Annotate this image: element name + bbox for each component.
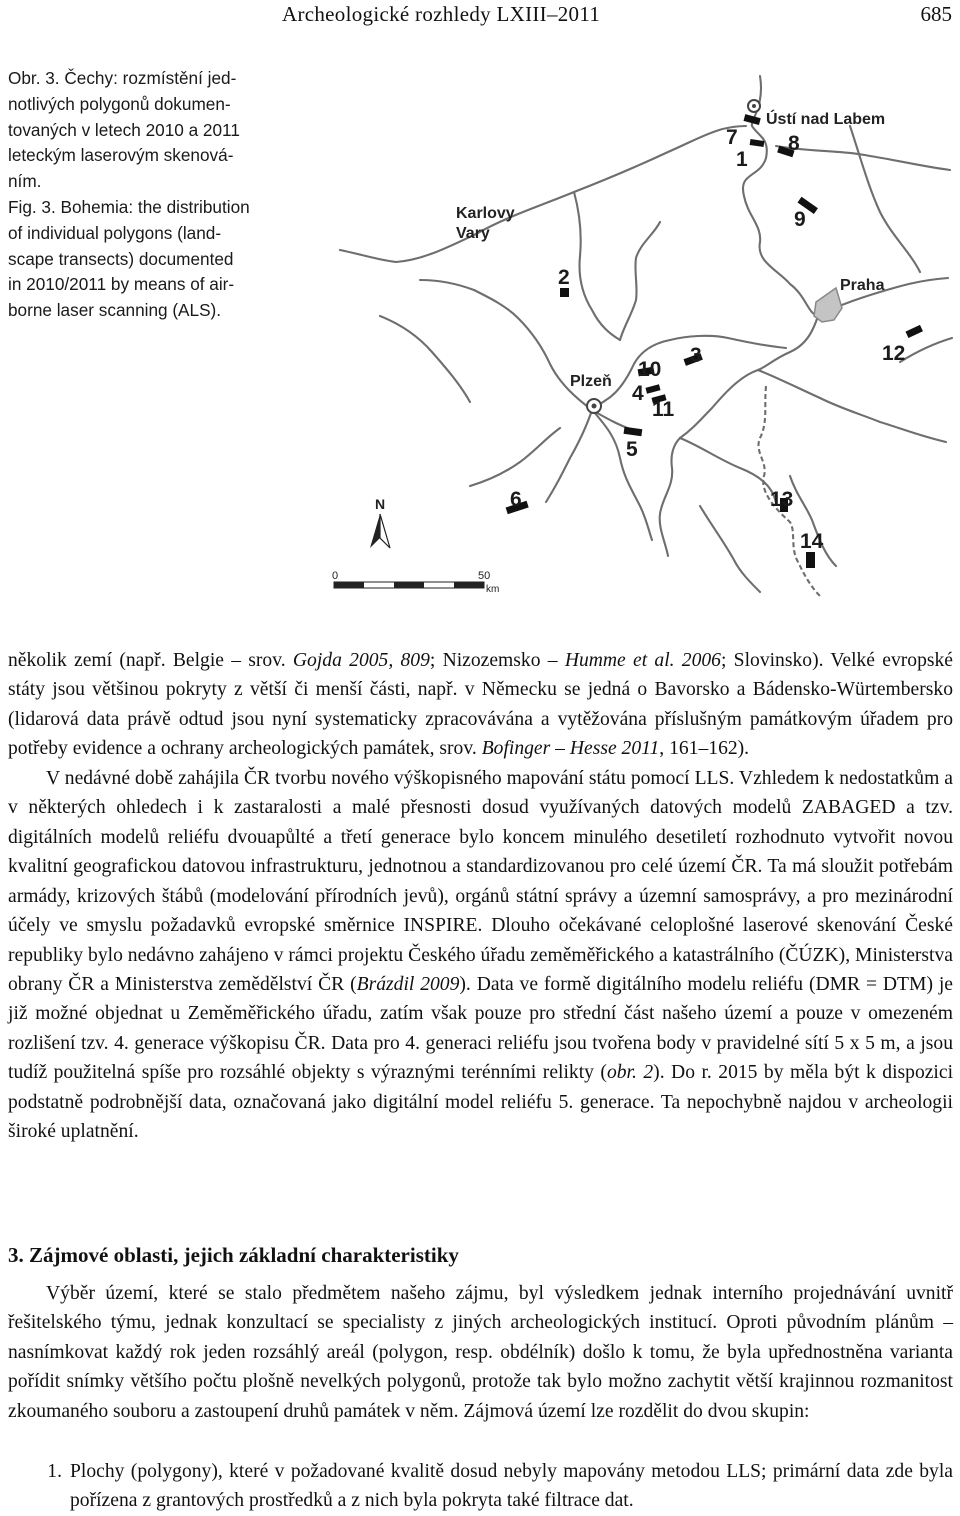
river-stream-south <box>680 438 776 502</box>
city-label-plzen: Plzeň <box>570 373 612 390</box>
polygon-label-7: 7 <box>726 126 738 149</box>
journal-title: Archeologické rozhledy LXIII–2011 <box>282 2 601 26</box>
text-run: ). Data ve formě digitálního modelu reliéfu (DMR = DTM) je již možné objednat u Zeměměřického úřadu, zatím však pouze pro střední část našeho území a pouze v omezeném rozlišení tzv. 4. generace výškopisu ČR. Data pro 4. generaci reliéfu jsou tvořena body v pravidelné sítí 5 x 5 m, a jsou tudíž použitelná spíše pro rozsáhlé objekty s výraznými terénními relikty ( <box>8 973 953 1084</box>
section-body <box>8 1279 953 1426</box>
caption-line: of individual polygons (land- <box>8 222 222 243</box>
river-ohre-west <box>340 250 396 262</box>
city-label-karlovy: Karlovy <box>456 205 515 222</box>
caption-line: in 2010/2011 by means of air- <box>8 274 235 295</box>
scale-zero: 0 <box>332 570 339 582</box>
river-uhlava <box>594 412 652 540</box>
polygon-marker-2 <box>560 288 569 297</box>
polygon-label-5: 5 <box>626 438 638 461</box>
river-vltava <box>660 316 818 556</box>
river-southwest <box>470 428 560 486</box>
polygon-label-14: 14 <box>800 530 824 553</box>
figure-reference: obr. 2 <box>606 1062 654 1084</box>
citation: Brázdil 2009 <box>356 973 460 995</box>
text-run: ). Do r. 2015 by měla být k dispozici podstatně podrobnější data, označovaná jako digitální model reliéfu 5. generace. Ta nepochybně najdou v archeologii široké uplatnění. <box>8 1062 954 1143</box>
polygon-label-2: 2 <box>558 266 570 289</box>
city-label-usti: Ústí nad Labem <box>766 111 886 128</box>
scale-unit: km <box>486 584 500 595</box>
caption-line: tovaných v letech 2010 a 2011 <box>8 119 240 140</box>
list-number: 1. <box>47 1461 62 1482</box>
citation: Bofinger – Hesse 2011 <box>481 738 660 760</box>
river-ohre <box>396 126 746 262</box>
running-head <box>0 0 960 30</box>
river-berounka <box>592 336 786 410</box>
city-label-vary: Vary <box>456 225 490 242</box>
polygon-marker-5 <box>624 427 643 436</box>
polygon-label-13: 13 <box>770 488 794 511</box>
caption-line: Obr. 3. Čechy: rozmístění jed- <box>8 68 237 88</box>
paragraph-1 <box>8 646 953 764</box>
caption-line: ním. <box>8 171 42 192</box>
praha-area <box>814 288 842 322</box>
river-stream-nw <box>574 192 620 340</box>
citation: Gojda 2005, 809 <box>292 650 430 671</box>
polygon-marker-1 <box>750 139 765 147</box>
paragraph-2 <box>8 764 953 1147</box>
plzen-dot-icon <box>592 404 597 409</box>
scale-fifty: 50 <box>478 570 491 582</box>
polygon-label-6: 6 <box>510 488 522 511</box>
north-arrow-left-icon <box>370 514 380 548</box>
scale-bar <box>334 582 484 588</box>
caption-line: scape transects) documented <box>8 248 234 269</box>
usti-dot-icon <box>752 104 756 108</box>
text-run: ; Slovinsko). Velké evropské státy jsou většinou pokryty z větší či menší části, např. v Německu se jedná o Bavorsko a Bádensko-Würtembersko (lidarová data právě odtud jsou nyní systematicky zpracovávána a vytěžována příslušným památkovým úřadem pro potřeby evidence a ochrany archeologických památek, srov. <box>8 650 953 760</box>
river-south-trib <box>700 506 760 592</box>
polygon-label-1: 1 <box>736 148 748 171</box>
text-run: ; Nizozemsko – <box>429 650 565 671</box>
polygon-label-8: 8 <box>788 132 800 155</box>
text-run: několik zemí (např. Belgie – srov. <box>8 650 293 671</box>
polygon-label-11: 11 <box>652 398 675 421</box>
city-label-praha: Praha <box>840 277 885 294</box>
caption-line: Fig. 3. Bohemia: the distribution <box>8 196 250 217</box>
section-heading: 3. Zájmové oblasti, jejich základní charakteristiky <box>8 1243 459 1267</box>
paragraph-3: Výběr území, které se stalo předmětem našeho zájmu, byl výsledkem jednak interního projednávání uvnitř řešitelského týmu, jednak konzultací se specialisty z jiných archeologických institucí. Oproti původním plánům – nasnímkovat každý rok jeden rozsáhlý areál (polygon, resp. obdélník) došlo k tomu, že byla upřednostněna varianta pořídit snímky většího počtu plošně nevelkých polygonů, protože tak bylo možno zachytit větší krajinnou rozmanitost zkoumaného souboru a zastoupení druhů památek v něm. Zájmová území lze rozdělit do dvou skupin: <box>8 1283 953 1422</box>
caption-line: borne laser scanning (ALS). <box>8 300 222 321</box>
polygon-label-3: 3 <box>690 344 702 367</box>
polygon-label-10: 10 <box>638 358 662 381</box>
polygon-label-9: 9 <box>794 208 806 231</box>
figure-caption <box>8 66 278 324</box>
polygon-marker-4 <box>645 384 660 393</box>
polygon-marker-12 <box>905 325 922 338</box>
text-run: V nedávné době zahájila ČR tvorbu nového výškopisného mapování státu pomocí LLS. Vzhledem k nedostatkům a v některých ohledech i k zastaralosti a malé přesnosti dosud využívaných datových modelů ZABAGED a tzv. digitálních modelů reliéfu dvouapůlté a třetí generace bylo koncem minulého desetiletí rozhodnuto vytvořit novou kvalitní geografickou datovou infrastrukturu, jednotnou a standardizovanou pro celé území ČR. Ta má sloužit potřebám armády, krizových štábů (modelování přírodních jevů), orgánů státní správy a územní samosprávy, a pro mezinárodní účely ve smyslu požadavků evropské směrnice INSPIRE. Dlouho očekávané celoplošné laserové skenování České republiky bylo nedávno zahájeno v rámci projektu Českého úřadu zeměměřického a katastrálního (ČÚZK), Ministerstva obrany ČR a Ministerstva zemědělství ČR ( <box>8 767 953 995</box>
citation: Humme et al. 2006 <box>564 650 721 671</box>
bohemia-map <box>320 66 960 606</box>
caption-line: leteckým laserovým skenová- <box>8 145 234 166</box>
river-radbuza <box>546 410 592 502</box>
polygon-marker-14 <box>806 552 815 568</box>
map-svg <box>320 66 960 606</box>
list-item <box>8 1457 953 1516</box>
body-text <box>8 646 953 1147</box>
river-sazava <box>758 370 946 442</box>
north-arrow-right-icon <box>380 514 390 548</box>
river-west-trib <box>380 316 470 402</box>
river-east-trib <box>900 338 952 362</box>
polygon-label-4: 4 <box>632 382 644 405</box>
caption-line: notlivých polygonů dokumen- <box>8 93 231 114</box>
north-label: N <box>375 496 386 512</box>
river-stream-north <box>620 222 660 340</box>
numbered-list <box>8 1457 953 1516</box>
river-jizera <box>850 126 920 272</box>
polygon-label-12: 12 <box>882 342 906 365</box>
river-mze <box>420 280 592 410</box>
text-run: , 161–162). <box>659 738 750 760</box>
list-text: Plochy (polygony), které v požadované kvalitě dosud nebyly mapovány metodou LLS; primární data zde byla pořízena z grantových prostředků a z nich byla pokryta také filtrace dat. <box>70 1461 953 1512</box>
page-number: 685 <box>920 2 952 26</box>
